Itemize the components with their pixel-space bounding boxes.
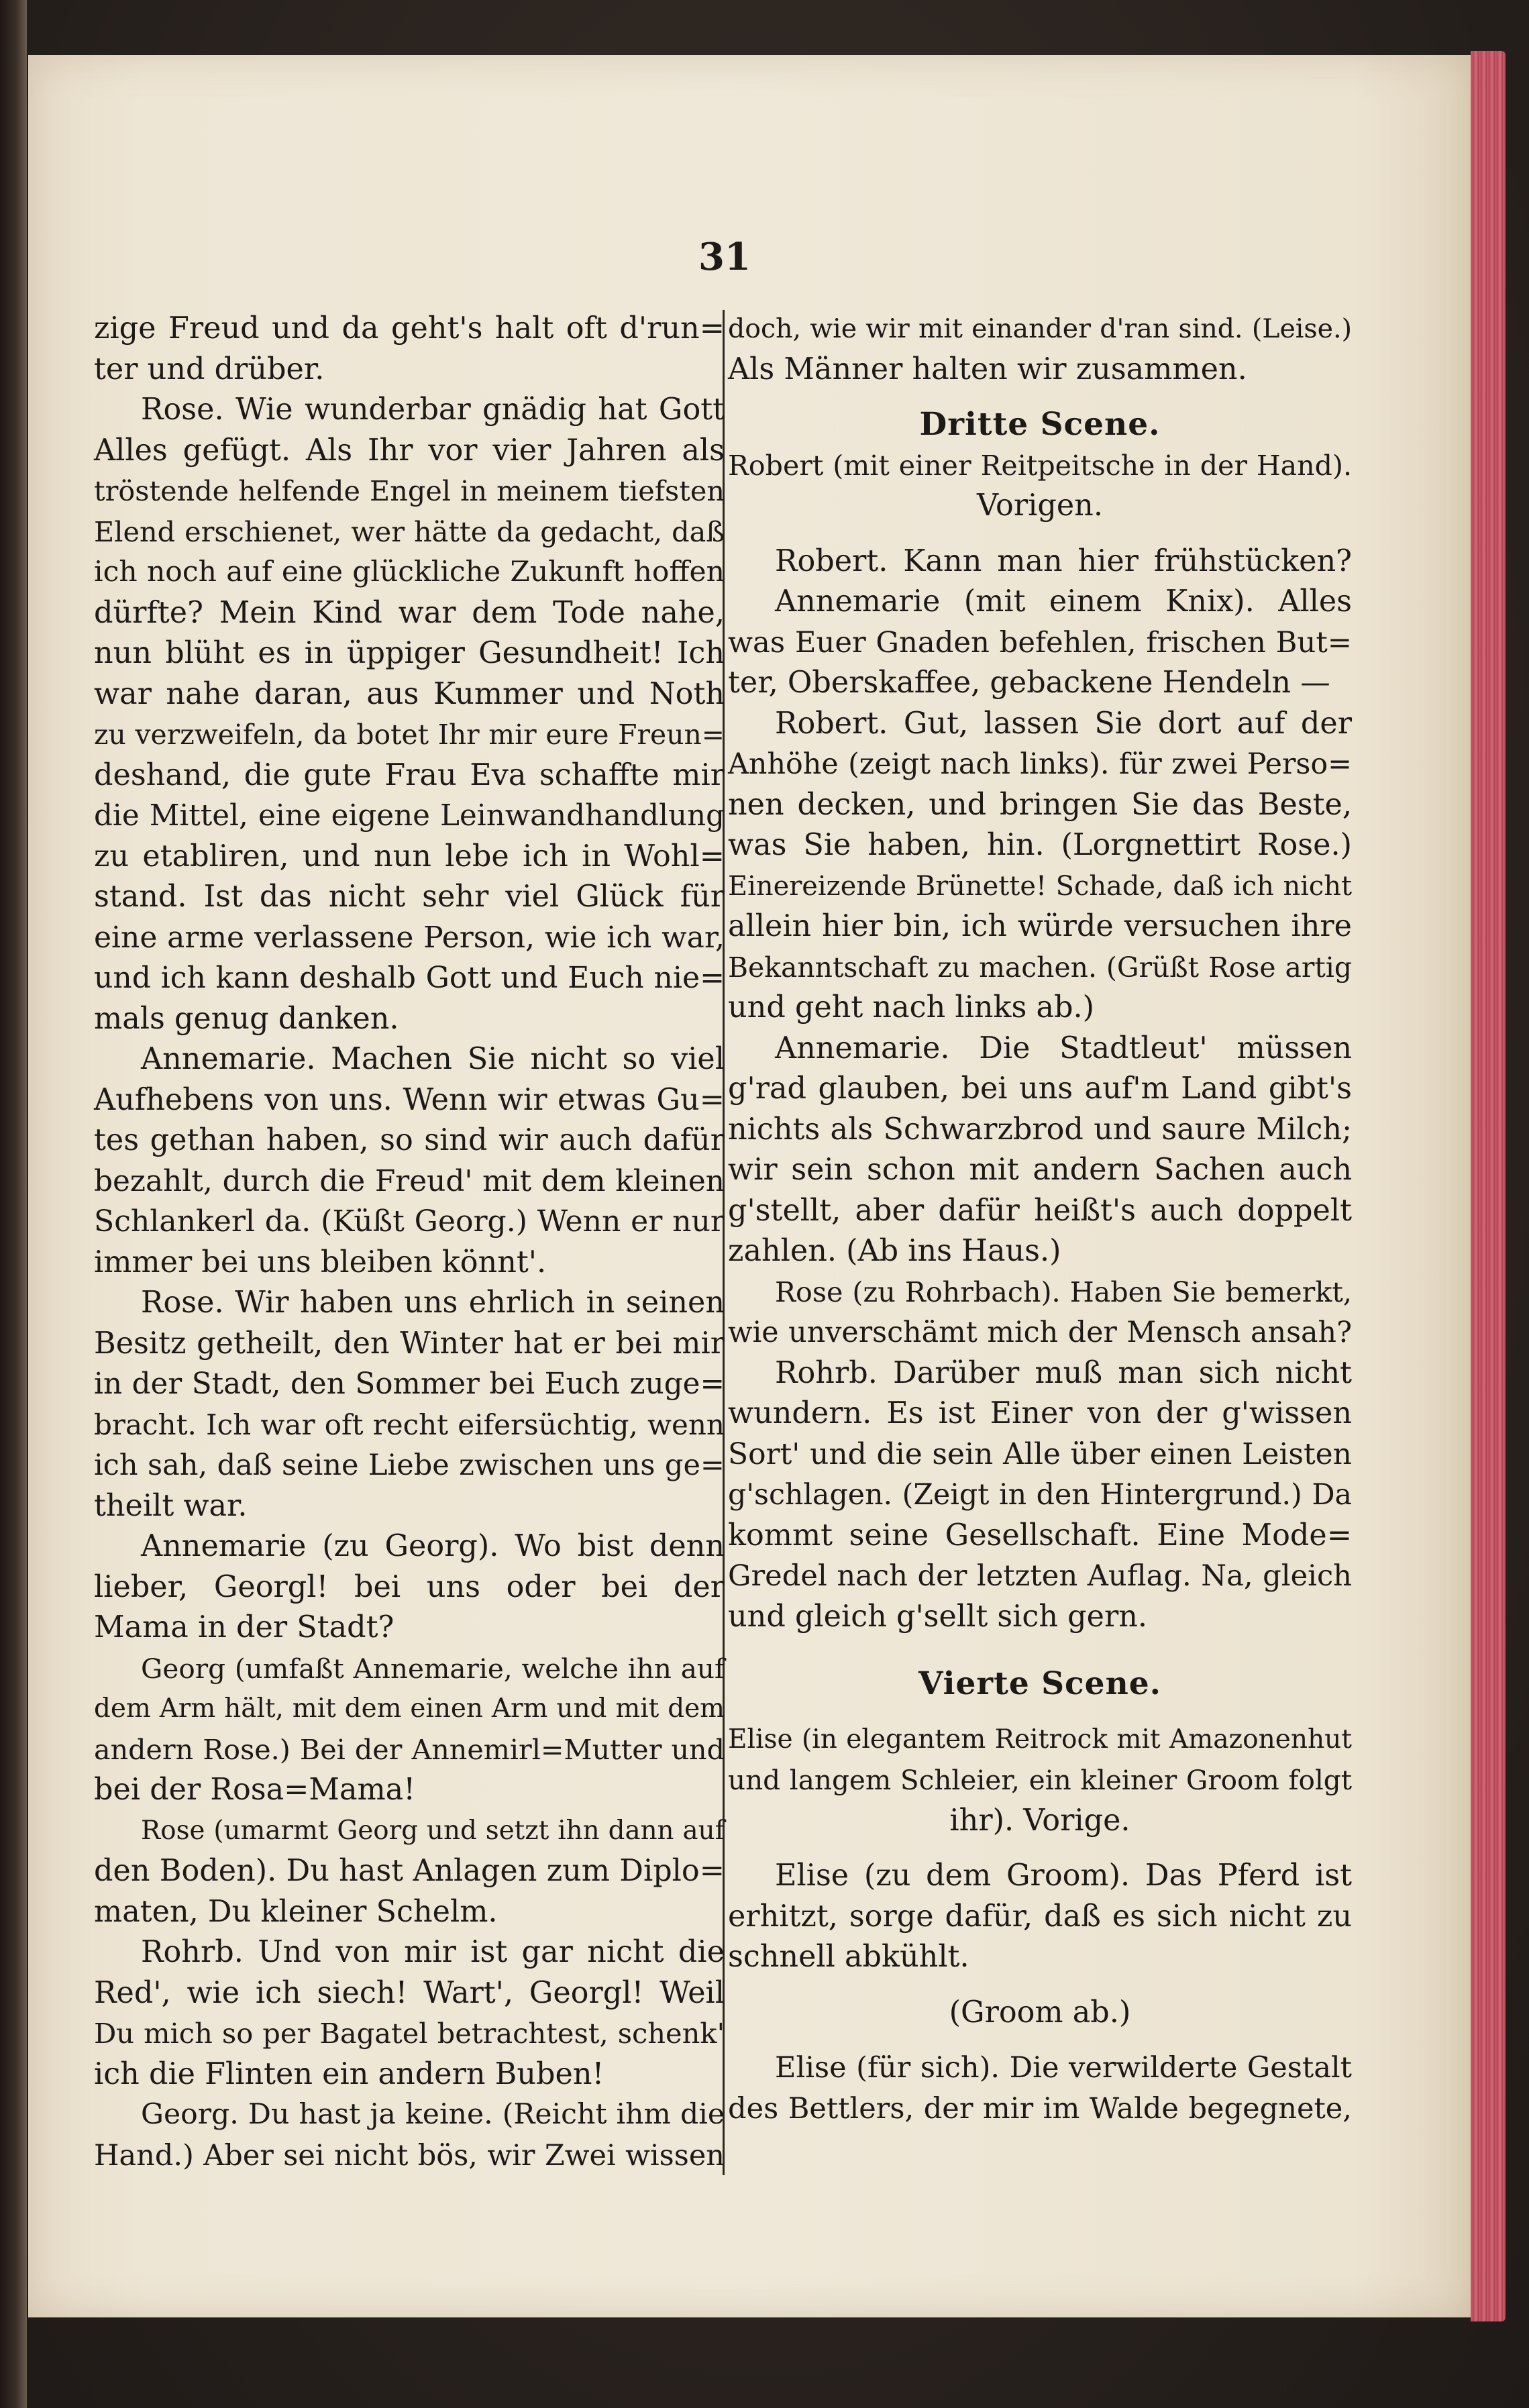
- text-line: und gleich g'sellt sich gern.: [728, 1599, 1148, 1634]
- text-line: Robert. Kann man hier frühstücken?: [775, 543, 1352, 578]
- text-line: Mama in der Stadt?: [94, 1610, 394, 1644]
- text-line: und langem Schleier, ein kleiner Groom folgt: [728, 1764, 1352, 1796]
- text-line: bezahlt, durch die Freud' mit dem kleinen: [94, 1163, 725, 1198]
- text-line: erhitzt, sorge dafür, daß es sich nicht zu: [728, 1899, 1352, 1934]
- red-page-edges: [1471, 51, 1506, 2321]
- text-line: theilt war.: [94, 1488, 248, 1523]
- right-column: [728, 309, 1352, 2129]
- text-line: Robert (mit einer Reitpeitsche in der Hand).: [728, 449, 1352, 482]
- text-line: Als Männer halten wir zusammen.: [728, 352, 1247, 386]
- text-line: maten, Du kleiner Schelm.: [94, 1894, 498, 1929]
- text-line: ich sah, daß seine Liebe zwischen uns ge=: [94, 1449, 725, 1482]
- text-line: doch, wie wir mit einander d'ran sind. (Leise.): [728, 313, 1352, 344]
- text-line: Rose. Wir haben uns ehrlich in seinen: [141, 1286, 725, 1320]
- text-line: nichts als Schwarzbrod und saure Milch;: [728, 1112, 1352, 1147]
- text-line: ich die Flinten ein andern Buben!: [94, 2056, 604, 2091]
- text-line: allein hier bin, ich würde versuchen ihre: [728, 909, 1352, 943]
- text-line: Hand.) Aber sei nicht bös, wir Zwei wissen: [94, 2138, 725, 2173]
- text-line: Rose (umarmt Georg und setzt ihn dann auf: [141, 1815, 725, 1846]
- text-line: bei der Rosa=Mama!: [94, 1773, 416, 1807]
- text-line: wir sein schon mit andern Sachen auch: [728, 1153, 1352, 1187]
- text-line: tes gethan haben, so sind wir auch dafür: [94, 1123, 725, 1157]
- page-number: 31: [698, 235, 751, 279]
- text-line: die Mittel, eine eigene Leinwandhandlung: [94, 799, 725, 833]
- text-line: ter und drüber.: [94, 352, 325, 386]
- text-line: Gredel nach der letzten Auflag. Na, gleich: [728, 1559, 1352, 1593]
- text-line: Georg (umfaßt Annemarie, welche ihn auf: [141, 1652, 725, 1685]
- text-line: Rose (zu Rohrbach). Haben Sie bemerkt,: [775, 1275, 1352, 1308]
- text-line: stand. Ist das nicht sehr viel Glück für: [94, 880, 725, 914]
- text-line: dürfte? Mein Kind war dem Tode nahe,: [94, 595, 725, 630]
- text-line: was Sie haben, hin. (Lorgnettirt Rose.): [728, 828, 1352, 862]
- text-line: zahlen. (Ab ins Haus.): [728, 1234, 1061, 1268]
- text-line: mals genug danken.: [94, 1001, 399, 1036]
- text-line: Elise (zu dem Groom). Das Pferd ist: [775, 1859, 1352, 1893]
- text-line: ter, Oberskaffee, gebackene Hendeln —: [728, 666, 1330, 700]
- text-line: Elise (für sich). Die verwilderte Gestalt: [775, 2051, 1352, 2085]
- text-line: ich noch auf eine glückliche Zukunft hoffen: [94, 556, 725, 588]
- text-line: Annemarie (mit einem Knix). Alles: [775, 584, 1352, 619]
- text-line: Einereizende Brünette! Schade, daß ich nicht: [728, 870, 1352, 902]
- text-line: Anhöhe (zeigt nach links). für zwei Perso=: [728, 747, 1352, 781]
- scene-heading: Dritte Scene.: [919, 406, 1161, 443]
- left-column: [94, 309, 725, 2176]
- text-line: Elise (in elegantem Reitrock mit Amazonenhut: [728, 1724, 1352, 1755]
- text-line: zu etabliren, und nun lebe ich in Wohl=: [94, 839, 725, 874]
- text-line: Besitz getheilt, den Winter hat er bei mir: [94, 1326, 725, 1361]
- text-line: Rohrb. Darüber muß man sich nicht: [775, 1355, 1352, 1390]
- text-line: Elend erschienet, wer hätte da gedacht, daß: [94, 515, 725, 548]
- scene-heading: Vierte Scene.: [918, 1665, 1162, 1702]
- text-line: Annemarie (zu Georg). Wo bist denn: [141, 1529, 725, 1563]
- text-line: Du mich so per Bagatel betrachtest, schenk': [94, 2017, 725, 2050]
- text-line: nen decken, und bringen Sie das Beste,: [728, 787, 1352, 822]
- text-line: schnell abkühlt.: [728, 1940, 969, 1974]
- text-line: den Boden). Du hast Anlagen zum Diplo=: [94, 1854, 725, 1888]
- text-line: war nahe daran, aus Kummer und Noth: [94, 676, 725, 711]
- text-line: und ich kann deshalb Gott und Euch nie=: [94, 961, 725, 995]
- text-line: Bekanntschaft zu machen. (Grüßt Rose artig: [728, 951, 1352, 984]
- text-line: ihr). Vorige.: [949, 1803, 1130, 1838]
- text-line: bracht. Ich war oft recht eifersüchtig, wenn: [94, 1408, 725, 1441]
- text-line: Robert. Gut, lassen Sie dort auf der: [775, 706, 1352, 741]
- text-line: eine arme verlassene Person, wie ich war,: [94, 920, 725, 955]
- text-line: wundern. Es ist Einer von der g'wissen: [728, 1396, 1352, 1430]
- text-line: tröstende helfende Engel in meinem tiefsten: [94, 475, 725, 507]
- text-line: Rohrb. Und von mir ist gar nicht die: [141, 1935, 725, 1969]
- text-line: g'schlagen. (Zeigt in den Hintergrund.) Da: [728, 1478, 1352, 1512]
- text-line: Rose. Wie wunderbar gnädig hat Gott: [141, 392, 725, 427]
- text-line: zu verzweifeln, da botet Ihr mir eure Freun=: [94, 719, 725, 751]
- text-line: Sort' und die sein Alle über einen Leisten: [728, 1436, 1352, 1471]
- text-line: was Euer Gnaden befehlen, frischen But=: [728, 625, 1352, 660]
- text-line: deshand, die gute Frau Eva schaffte mir: [94, 757, 725, 792]
- text-line: g'rad glauben, bei uns auf'm Land gibt's: [728, 1071, 1352, 1106]
- text-line: Red', wie ich siech! Wart', Georgl! Weil: [94, 1975, 725, 2010]
- text-line: Schlankerl da. (Küßt Georg.) Wenn er nur: [94, 1204, 725, 1239]
- text-line: dem Arm hält, mit dem einen Arm und mit dem: [94, 1693, 725, 1724]
- text-line: des Bettlers, der mir im Walde begegnete,: [728, 2091, 1352, 2126]
- text-line: Georg. Du hast ja keine. (Reicht ihm die: [141, 2098, 725, 2131]
- text-line: Annemarie. Machen Sie nicht so viel: [141, 1042, 725, 1076]
- text-line: wie unverschämt mich der Mensch ansah?: [728, 1316, 1352, 1349]
- text-line: zige Freud und da geht's halt oft d'run=: [94, 311, 725, 346]
- text-line: kommt seine Gesellschaft. Eine Mode=: [728, 1518, 1352, 1553]
- text-line: Alles gefügt. Als Ihr vor vier Jahren als: [94, 433, 725, 468]
- text-line: nun blüht es in üppiger Gesundheit! Ich: [94, 636, 725, 670]
- text-line: Annemarie. Die Stadtleut' müssen: [775, 1031, 1352, 1065]
- text-line: lieber, Georgl! bei uns oder bei der: [94, 1569, 725, 1604]
- text-line: g'stellt, aber dafür heißt's auch doppelt: [728, 1193, 1352, 1228]
- text-line: andern Rose.) Bei der Annemirl=Mutter und: [94, 1733, 725, 1766]
- facing-page-edge: [0, 0, 27, 2408]
- text-line: und geht nach links ab.): [728, 990, 1094, 1025]
- text-line: in der Stadt, den Sommer bei Euch zuge=: [94, 1367, 725, 1401]
- text-line: Aufhebens von uns. Wenn wir etwas Gu=: [94, 1082, 725, 1117]
- stage-direction: (Groom ab.): [949, 1995, 1131, 2030]
- text-line: Vorigen.: [977, 488, 1103, 523]
- text-line: immer bei uns bleiben könnt'.: [94, 1245, 547, 1279]
